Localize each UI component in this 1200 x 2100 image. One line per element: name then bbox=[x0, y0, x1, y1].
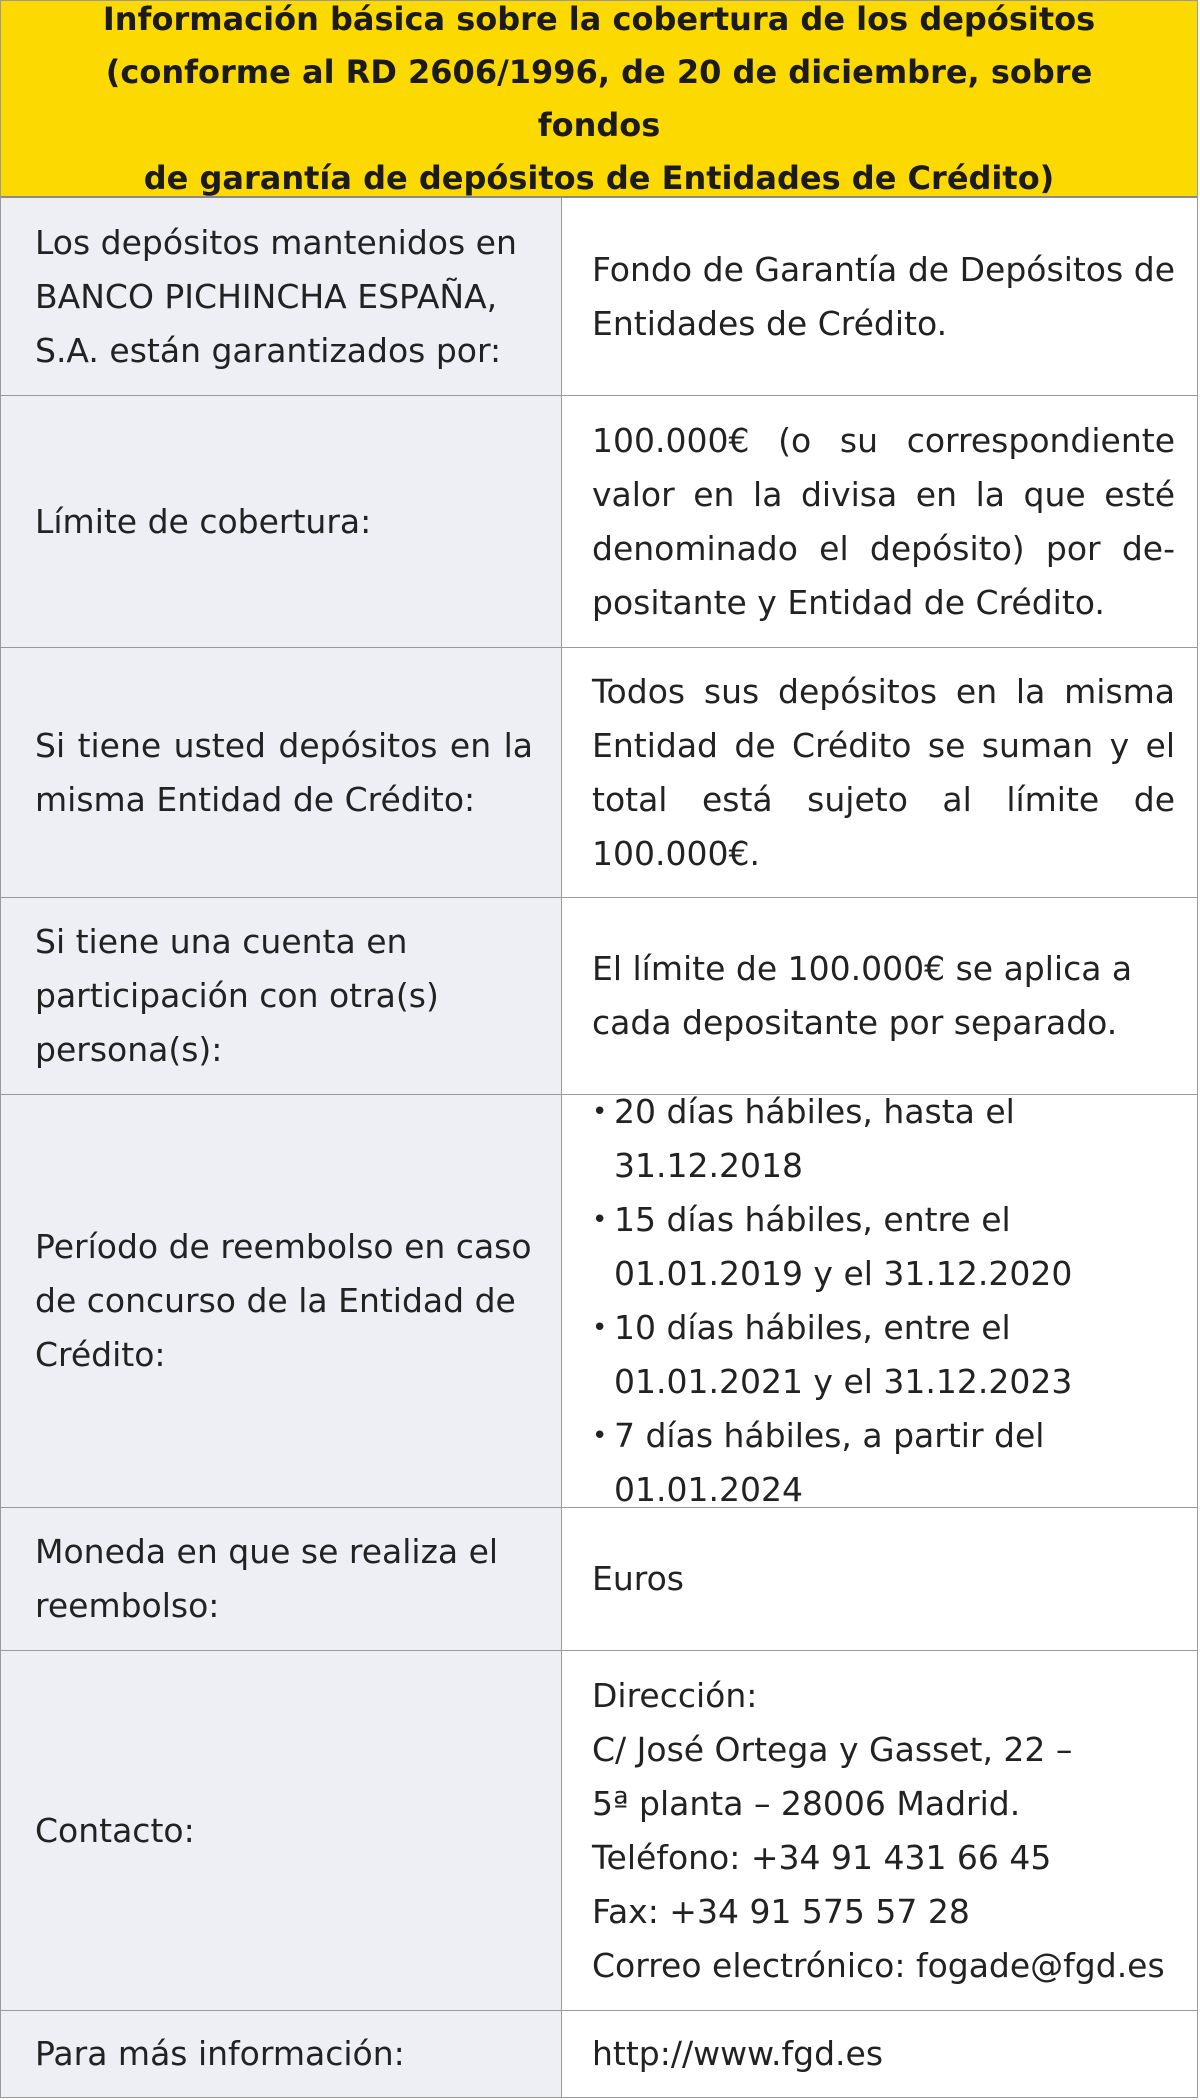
row-label-text: Si tiene usted depósitos en la misma Entidad de Crédito: bbox=[35, 725, 533, 819]
row-joint-account bbox=[1, 898, 1197, 1095]
row-label bbox=[1, 1651, 562, 2010]
row-same-entity-deposits bbox=[1, 648, 1197, 898]
row-reimbursement-period bbox=[1, 1092, 1197, 1509]
row-value bbox=[562, 2011, 1197, 2097]
row-value bbox=[562, 1508, 1197, 1650]
row-value bbox=[562, 648, 1197, 897]
row-value-text: Todos sus depósitos en la misma Entidad de Crédito se suman y el total está sujeto al límite de 100.000€. bbox=[592, 671, 1175, 873]
table-header bbox=[1, 1, 1197, 198]
row-label-text: Límite de cobertura: bbox=[35, 501, 372, 541]
row-label-text: Contacto: bbox=[35, 1810, 195, 1850]
row-label-text: Para más información: bbox=[35, 2034, 405, 2073]
row-value bbox=[562, 1092, 1197, 1509]
contact-fax: Fax: +34 91 575 57 28 bbox=[592, 1891, 970, 1931]
row-label bbox=[1, 1508, 562, 1650]
row-label bbox=[1, 198, 562, 395]
contact-phone: Teléfono: +34 91 431 66 45 bbox=[592, 1837, 1052, 1877]
contact-details bbox=[592, 1669, 1175, 1993]
list-item: • 10 días hábiles, entre el 01.01.2021 y el 31.12.2023 bbox=[592, 1301, 1175, 1409]
row-value-text: Euros bbox=[592, 1559, 684, 1598]
row-coverage-limit bbox=[1, 396, 1197, 648]
contact-address-city: 5ª planta – 28006 Madrid. bbox=[592, 1783, 1021, 1823]
row-label bbox=[1, 648, 562, 897]
row-value bbox=[562, 898, 1197, 1094]
row-value bbox=[562, 198, 1197, 395]
row-label-text: Si tiene una cuenta en participación con otra(s) persona(s): bbox=[35, 922, 439, 1069]
list-item: • 15 días hábiles, entre el 01.01.2019 y el 31.12.2020 bbox=[592, 1193, 1175, 1301]
row-label-text: Moneda en que se realiza el reembolso: bbox=[35, 1532, 499, 1625]
contact-address-street: C/ José Ortega y Gasset, 22 – bbox=[592, 1729, 1073, 1769]
header-title-line: Información básica sobre la cobertura de los depósitos bbox=[102, 0, 1096, 38]
row-contact bbox=[1, 1651, 1197, 2011]
reimbursement-period-list bbox=[592, 1085, 1175, 1517]
contact-address-label: Dirección: bbox=[592, 1675, 758, 1715]
row-guarantor bbox=[1, 198, 1197, 396]
row-label bbox=[1, 396, 562, 647]
header-title bbox=[41, 0, 1157, 205]
header-title-line: de garantía de depósitos de Entidades de Crédito) bbox=[143, 158, 1055, 197]
row-label-text: Los depósitos mantenidos en BANCO PICHINCHA ESPAÑA, S.A. están garantizados por: bbox=[35, 222, 517, 370]
list-item: • 7 días hábiles, a partir del 01.01.2024 bbox=[592, 1409, 1175, 1517]
row-label-text: Período de reembolso en caso de concurso de la Entidad de Crédito: bbox=[35, 1227, 532, 1374]
contact-email: Correo electrónico: fogade@fgd.es bbox=[592, 1945, 1165, 1985]
row-currency bbox=[1, 1508, 1197, 1651]
row-label bbox=[1, 1095, 562, 1507]
row-value-text: Fondo de Garantía de Depósitos de Entidades de Crédito. bbox=[592, 249, 1175, 343]
row-value-text: El límite de 100.000€ se aplica a cada depositante por separado. bbox=[592, 949, 1133, 1042]
row-value bbox=[562, 1651, 1197, 2010]
row-value-text: 100.000€ (o su correspondiente valor en la divisa en la que esté denominado el depósito) por depositante y Entidad de Crédito. bbox=[592, 420, 1175, 622]
header-title-line: (conforme al RD 2606/1996, de 20 de diciembre, sobre fondos bbox=[105, 52, 1093, 144]
row-label bbox=[1, 2011, 562, 2097]
row-label bbox=[1, 898, 562, 1094]
row-more-info bbox=[1, 2011, 1197, 2097]
more-info-link[interactable]: http://www.fgd.es bbox=[592, 2034, 884, 2073]
row-value bbox=[562, 396, 1197, 647]
list-item: • 20 días hábiles, hasta el 31.12.2018 bbox=[592, 1085, 1175, 1193]
